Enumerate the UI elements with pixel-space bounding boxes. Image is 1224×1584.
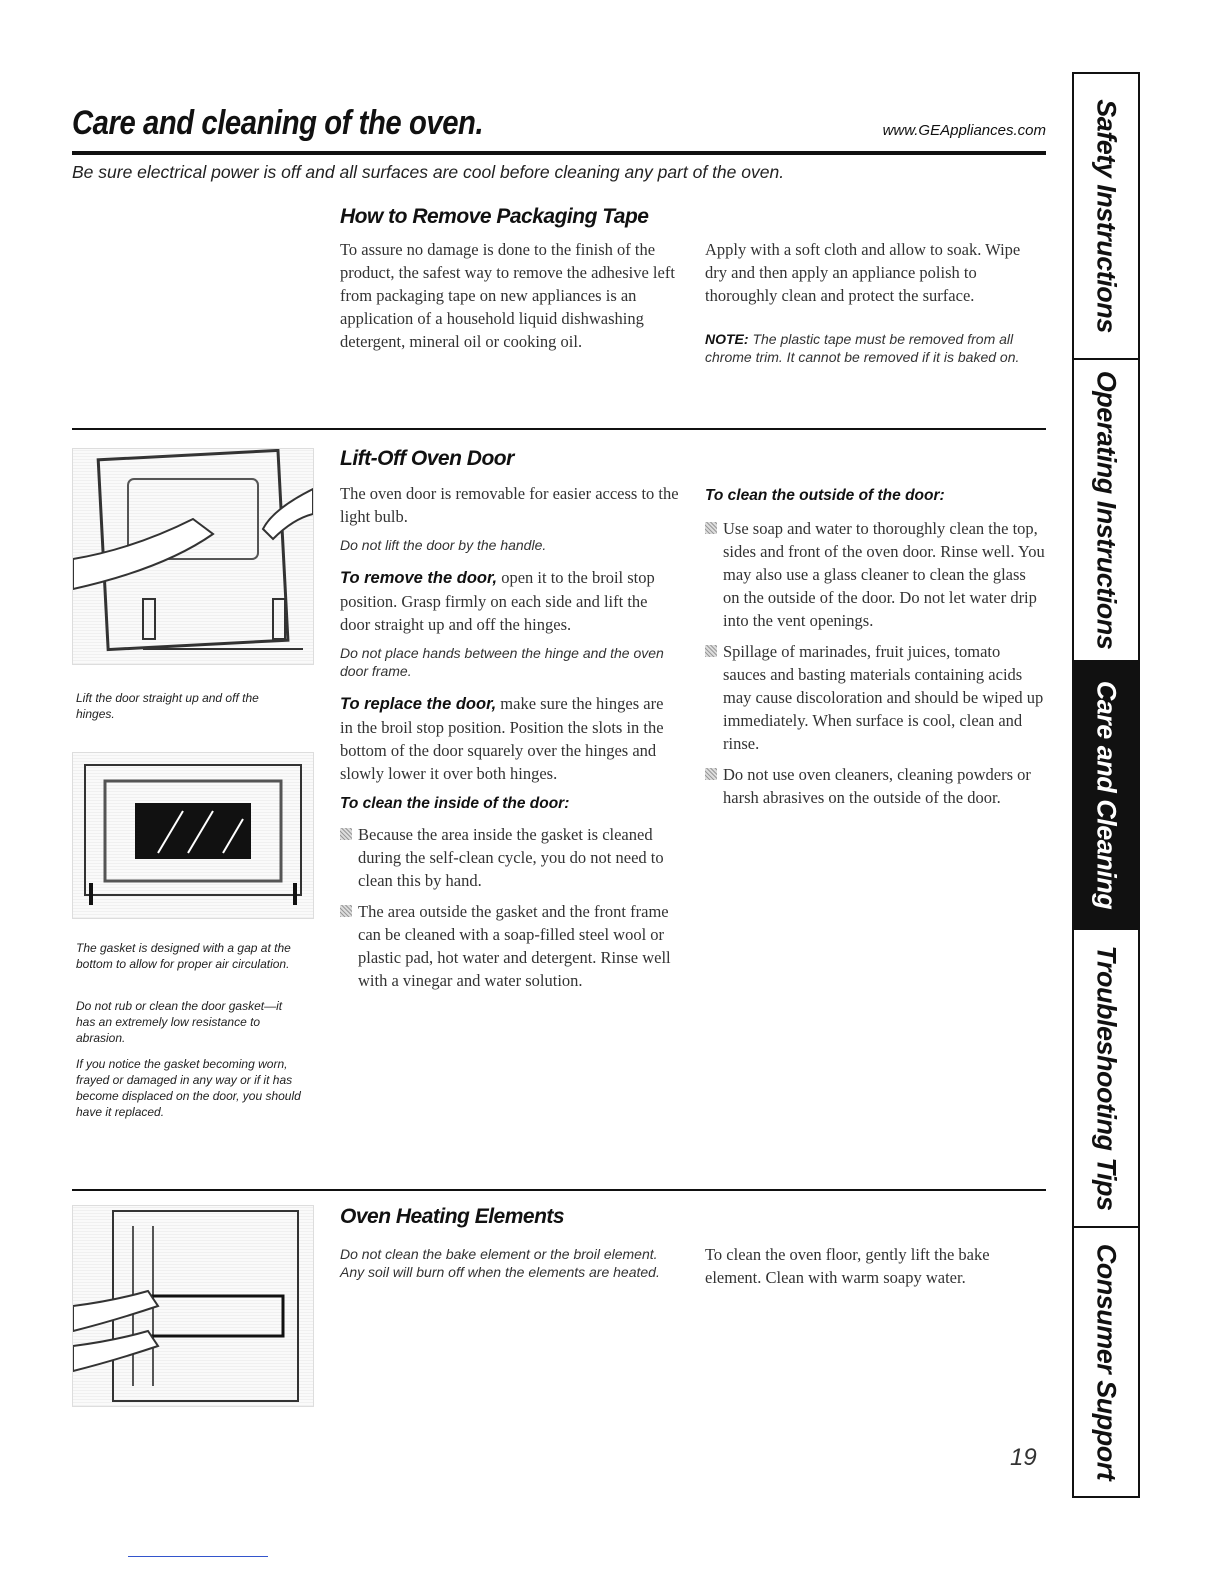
outside-bullet-3: Do not use oven cleaners, cleaning powders or harsh abrasives on the outside of the door. — [705, 763, 1045, 809]
remove-door-paragraph — [340, 566, 680, 636]
tab-label: Consumer Support — [1091, 1243, 1122, 1481]
section-divider-2 — [72, 1189, 1046, 1191]
section-divider-1 — [72, 428, 1046, 430]
outside-door-heading: To clean the outside of the door: — [705, 487, 945, 504]
gasket-caption-3: If you notice the gasket becoming worn, frayed or damaged in any way or if it has become displaced on the door, you should have it replaced. — [76, 1057, 301, 1119]
packaging-note — [705, 330, 1040, 366]
inside-door-heading: To clean the inside of the door: — [340, 795, 570, 812]
door-lift-caption: Lift the door straight up and off the hinges. — [76, 691, 259, 721]
tab-label: Safety Instructions — [1091, 99, 1122, 333]
tab-troubleshooting-tips[interactable] — [1074, 930, 1138, 1228]
door-warning-handle: Do not lift the door by the handle. — [340, 537, 547, 553]
tab-label: Troubleshooting Tips — [1091, 945, 1122, 1211]
elements-warning: Do not clean the bake element or the broil element. Any soil will burn off when the elements are heated. — [340, 1246, 660, 1280]
tab-consumer-support[interactable] — [1074, 1228, 1138, 1496]
tab-safety-instructions[interactable] — [1074, 74, 1138, 360]
door-middle-column — [340, 482, 680, 1000]
packaging-text-right: Apply with a soft cloth and allow to soak. Wipe dry and then apply an appliance polish to thoroughly clean and protect the surface. — [705, 240, 1021, 305]
door-intro: The oven door is removable for easier access to the light bulb. — [340, 484, 679, 526]
website-url: www.GEAppliances.com — [882, 122, 1046, 139]
page-title: Care and cleaning of the oven. — [72, 104, 484, 142]
elements-text: To clean the oven floor, gently lift the bake element. Clean with warm soapy water. — [705, 1245, 990, 1287]
tab-label: Care and Cleaning — [1091, 680, 1122, 910]
inside-bullet-2: The area outside the gasket and the front frame can be cleaned with a soap-filled steel wool or plastic pad, hot water and detergent. Rinse well with a vinegar and water solution. — [340, 900, 680, 992]
tab-operating-instructions[interactable] — [1074, 360, 1138, 662]
door-lift-illustration — [72, 448, 314, 665]
safety-warning: Be sure electrical power is off and all surfaces are cool before cleaning any part of the oven. — [72, 162, 785, 182]
remove-door-label: To remove the door, — [340, 569, 498, 587]
remove-door-text: open it to the broil stop position. Grasp firmly on each side and lift the door straight up and off the hinges. — [340, 568, 655, 634]
note-label: NOTE: — [705, 331, 749, 347]
replace-door-text: make sure the hinges are in the broil stop position. Position the slots in the bottom of the door squarely over the hinges and slowly lower it over both hinges. — [340, 694, 664, 783]
inside-bullet-1: Because the area inside the gasket is cleaned during the self-clean cycle, you do not need to clean this by hand. — [340, 823, 680, 892]
header-divider — [72, 151, 1046, 155]
outside-bullet-2: Spillage of marinades, fruit juices, tomato sauces and basting materials containing acids may cause discoloration and should be wiped up immediately. When surface is cool, clean and rinse. — [705, 640, 1045, 755]
outside-bullet-1: Use soap and water to thoroughly clean the top, sides and front of the oven door. Rinse well. You may also use a glass cleaner to clean the glass on the outside of the door. Do not let water drip into the vent openings. — [705, 517, 1045, 632]
footer-line — [128, 1556, 268, 1557]
packaging-heading: How to Remove Packaging Tape — [340, 205, 649, 228]
note-text: The plastic tape must be removed from all chrome trim. It cannot be removed if it is baked on. — [705, 331, 1020, 365]
replace-door-label: To replace the door, — [340, 695, 497, 713]
gasket-caption-2: Do not rub or clean the door gasket—it has an extremely low resistance to abrasion. — [76, 999, 283, 1045]
door-gasket-illustration — [72, 752, 314, 919]
tab-label: Operating Instructions — [1091, 370, 1122, 650]
gasket-caption-1: The gasket is designed with a gap at the bottom to allow for proper air circulation. — [76, 941, 291, 971]
heating-element-illustration — [72, 1205, 314, 1407]
door-heading: Lift-Off Oven Door — [340, 447, 514, 470]
page-number: 19 — [1010, 1444, 1037, 1471]
door-warning-hands: Do not place hands between the hinge and the oven door frame. — [340, 645, 664, 679]
section-tabs — [1072, 72, 1140, 1498]
tab-care-and-cleaning[interactable] — [1074, 662, 1138, 930]
replace-door-paragraph — [340, 692, 680, 785]
door-right-column — [705, 487, 1045, 817]
packaging-text-left: To assure no damage is done to the finish of the product, the safest way to remove the adhesive left from packaging tape on new appliances is an application of a household liquid dishwashing detergent, mineral oil or cooking oil. — [340, 240, 675, 351]
elements-heading: Oven Heating Elements — [340, 1205, 565, 1228]
